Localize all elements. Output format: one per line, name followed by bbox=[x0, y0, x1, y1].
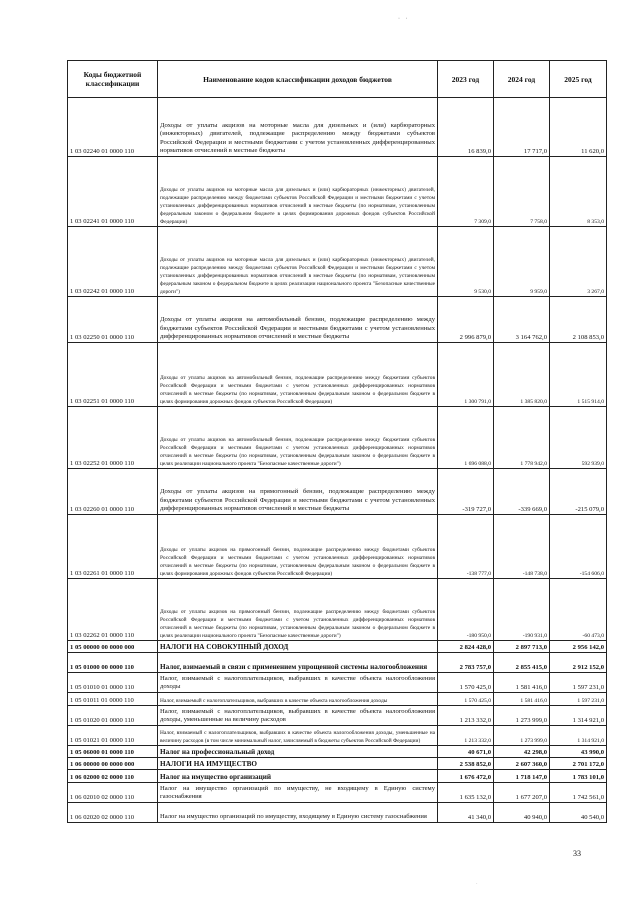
row-2025: 2 956 142,0 bbox=[550, 641, 607, 653]
row-2023: 2 783 757,0 bbox=[438, 653, 494, 673]
row-2023: 7 309,0 bbox=[438, 157, 494, 227]
row-2024: 1 718 147,0 bbox=[494, 770, 550, 783]
row-code: 1 05 00000 00 0000 000 bbox=[68, 641, 158, 653]
table-row bbox=[68, 706, 607, 726]
row-2025: 2 108 853,0 bbox=[550, 297, 607, 343]
row-2024: 1 581 416,0 bbox=[494, 693, 550, 706]
row-2025: -60 473,0 bbox=[550, 579, 607, 641]
row-2024: 1 677 207,0 bbox=[494, 783, 550, 803]
row-code: 1 03 02242 01 0000 110 bbox=[68, 227, 158, 297]
row-2024: -339 669,0 bbox=[494, 469, 550, 515]
row-2025: 43 990,0 bbox=[550, 746, 607, 758]
row-2025: 2 701 172,0 bbox=[550, 758, 607, 770]
row-2023: 1 213 332,0 bbox=[438, 706, 494, 726]
row-name: Налог на имущество организаций bbox=[158, 770, 438, 783]
row-code: 1 03 02252 01 0000 110 bbox=[68, 407, 158, 469]
row-code: 1 06 02020 02 0000 110 bbox=[68, 803, 158, 823]
row-2024: 2 897 713,0 bbox=[494, 641, 550, 653]
table-row bbox=[68, 98, 607, 157]
table-row bbox=[68, 515, 607, 579]
row-name: Доходы от уплаты акцизов на автомобильный бензин, подлежащие распределению между бюджетами субъектов Российской Федерации и местными бюджетами с учетом установленных дифференцированных нормативов отчислений в местные бюджеты (по нормативам, установленным федеральным законом о федеральном бюджете в целях формирования дорожных фондов субъектов Российской Федерации) bbox=[158, 343, 438, 407]
row-code: 1 06 00000 00 0000 000 bbox=[68, 758, 158, 770]
header-2023: 2023 год bbox=[438, 61, 494, 98]
row-code: 1 03 02262 01 0000 110 bbox=[68, 579, 158, 641]
row-2023: -138 777,0 bbox=[438, 515, 494, 579]
row-code: 1 05 01020 01 0000 110 bbox=[68, 706, 158, 726]
row-2023: 1 696 088,0 bbox=[438, 407, 494, 469]
row-2023: -180 950,0 bbox=[438, 579, 494, 641]
header-2024: 2024 год bbox=[494, 61, 550, 98]
row-2024: 3 164 762,0 bbox=[494, 297, 550, 343]
row-name: Доходы от уплаты акцизов на автомобильный бензин, подлежащие распределению между бюджетами субъектов Российской Федерации и местными бюджетами с учетом установленных дифференцированных нормативов отчислений в местные бюджеты bbox=[158, 297, 438, 343]
row-2024: 1 778 942,0 bbox=[494, 407, 550, 469]
row-2025: 2 912 152,0 bbox=[550, 653, 607, 673]
row-2024: 9 959,0 bbox=[494, 227, 550, 297]
row-2025: -215 079,0 bbox=[550, 469, 607, 515]
table-header-row bbox=[68, 61, 607, 98]
row-2023: 2 824 428,0 bbox=[438, 641, 494, 653]
row-2024: 1 581 416,0 bbox=[494, 673, 550, 693]
table-row bbox=[68, 673, 607, 693]
row-2023: 1 300 791,0 bbox=[438, 343, 494, 407]
page-number: 33 bbox=[573, 849, 581, 858]
row-2023: 9 530,0 bbox=[438, 227, 494, 297]
row-name: Налог, взимаемый в связи с применением упрощенной системы налогообложения bbox=[158, 653, 438, 673]
table-row bbox=[68, 653, 607, 673]
row-code: 1 03 02261 01 0000 110 bbox=[68, 515, 158, 579]
header-2025: 2025 год bbox=[550, 61, 607, 98]
row-name: Доходы от уплаты акцизов на прямогонный бензин, подлежащие распределению между бюджетами субъектов Российской Федерации и местными бюджетами с учетом установленных дифференцированных нормативов отчислений в местные бюджеты (по нормативам, установленным федеральным законом о федеральном бюджете в целях формирования дорожных фондов субъектов Российской Федерации) bbox=[158, 515, 438, 579]
row-2023: 1 570 425,0 bbox=[438, 673, 494, 693]
row-2024: -190 931,0 bbox=[494, 579, 550, 641]
row-name: НАЛОГИ НА ИМУЩЕСТВО bbox=[158, 758, 438, 770]
row-2024: 17 717,0 bbox=[494, 98, 550, 157]
row-2023: 16 839,0 bbox=[438, 98, 494, 157]
row-name: Доходы от уплаты акцизов на прямогонный бензин, подлежащие распределению между бюджетами субъектов Российской Федерации и местными бюджетами с учетом установленных дифференцированных нормативов отчислений в местные бюджеты bbox=[158, 469, 438, 515]
table-row bbox=[68, 157, 607, 227]
scan-mark-bottom: · bbox=[476, 882, 478, 887]
row-2024: 1 385 820,0 bbox=[494, 343, 550, 407]
row-2025: 1 314 921,0 bbox=[550, 706, 607, 726]
table-row bbox=[68, 469, 607, 515]
row-code: 1 03 02241 01 0000 110 bbox=[68, 157, 158, 227]
row-2023: 2 996 879,0 bbox=[438, 297, 494, 343]
table-row bbox=[68, 803, 607, 823]
table-row bbox=[68, 579, 607, 641]
row-2023: 1 635 132,0 bbox=[438, 783, 494, 803]
row-2025: 1 515 914,0 bbox=[550, 343, 607, 407]
row-2024: 2 855 415,0 bbox=[494, 653, 550, 673]
row-name: Налог на профессиональный доход bbox=[158, 746, 438, 758]
row-name: Доходы от уплаты акцизов на моторные масла для дизельных и (или) карбюраторных (инжекторных) двигателей, подлежащие распределению между бюджетами субъектов Российской Федерации и местными бюджетами с учетом установленных дифференцированных нормативов отчислений в местные бюджеты (по нормативам, установленным федеральным законом о федеральном бюджете в целях реализации национального проекта "Безопасные качественные дороги") bbox=[158, 227, 438, 297]
row-code: 1 03 02240 01 0000 110 bbox=[68, 98, 158, 157]
row-code: 1 06 02000 02 0000 110 bbox=[68, 770, 158, 783]
row-code: 1 05 01000 00 0000 110 bbox=[68, 653, 158, 673]
header-code: Коды бюджетной классификации bbox=[68, 61, 158, 98]
row-2023: 1 213 332,0 bbox=[438, 726, 494, 746]
row-code: 1 05 06000 01 0000 110 bbox=[68, 746, 158, 758]
row-name: Налог, взимаемый с налогоплательщиков, выбравших в качестве объекта налогообложения доходы, уменьшенные на величину расходов bbox=[158, 706, 438, 726]
table-row bbox=[68, 343, 607, 407]
row-2024: 1 273 999,0 bbox=[494, 726, 550, 746]
row-code: 1 03 02250 01 0000 110 bbox=[68, 297, 158, 343]
row-2025: 1 742 561,0 bbox=[550, 783, 607, 803]
row-2023: -319 727,0 bbox=[438, 469, 494, 515]
row-2023: 1 570 425,0 bbox=[438, 693, 494, 706]
row-2025: 1 597 231,0 bbox=[550, 673, 607, 693]
table-row bbox=[68, 770, 607, 783]
row-name: НАЛОГИ НА СОВОКУПНЫЙ ДОХОД bbox=[158, 641, 438, 653]
row-2024: 40 940,0 bbox=[494, 803, 550, 823]
row-2023: 40 671,0 bbox=[438, 746, 494, 758]
table-row bbox=[68, 227, 607, 297]
row-2025: 592 939,0 bbox=[550, 407, 607, 469]
row-name: Доходы от уплаты акцизов на моторные масла для дизельных и (или) карбюраторных (инжекторных) двигателей, подлежащие распределению между бюджетами субъектов Российской Федерации и местными бюджетами с учетом установленных дифференцированных нормативов отчислений в местные бюджеты (по нормативам, установленным федеральным законом о федеральном бюджете в целях формирования дорожных фондов субъектов Российской Федерации) bbox=[158, 157, 438, 227]
row-2025: -154 606,0 bbox=[550, 515, 607, 579]
row-2023: 1 676 472,0 bbox=[438, 770, 494, 783]
table-row bbox=[68, 297, 607, 343]
row-code: 1 05 01011 01 0000 110 bbox=[68, 693, 158, 706]
row-2024: 42 298,0 bbox=[494, 746, 550, 758]
row-name: Доходы от уплаты акцизов на автомобильный бензин, подлежащие распределению между бюджетами субъектов Российской Федерации и местными бюджетами с учетом установленных дифференцированных нормативов отчислений в местные бюджеты (по нормативам, установленным федеральным законом о федеральном бюджете в целях реализации национального проекта "Безопасные качественные дороги") bbox=[158, 407, 438, 469]
table-row bbox=[68, 693, 607, 706]
row-2025: 3 267,0 bbox=[550, 227, 607, 297]
table-row bbox=[68, 783, 607, 803]
row-code: 1 03 02251 01 0000 110 bbox=[68, 343, 158, 407]
row-2025: 40 540,0 bbox=[550, 803, 607, 823]
table-row bbox=[68, 407, 607, 469]
row-2025: 11 620,0 bbox=[550, 98, 607, 157]
row-2024: 1 273 999,0 bbox=[494, 706, 550, 726]
row-name: Налог на имущество организаций по имуществу, не входящему в Единую систему газоснабжения bbox=[158, 783, 438, 803]
row-name: Доходы от уплаты акцизов на прямогонный бензин, подлежащие распределению между бюджетами субъектов Российской Федерации и местными бюджетами с учетом установленных дифференцированных нормативов отчислений в местные бюджеты (по нормативам, установленным федеральным законом о федеральном бюджете в целях реализации национального проекта "Безопасные качественные дороги") bbox=[158, 579, 438, 641]
header-name: Наименование кодов классификации доходов бюджетов bbox=[158, 61, 438, 98]
row-name: Налог, взимаемый с налогоплательщиков, выбравших в качестве объекта налогообложения доходы, уменьшенные на величину расходов (в том числе минимальный налог, зачисляемый в бюджеты субъектов Российской Федерации) bbox=[158, 726, 438, 746]
row-2025: 1 783 101,0 bbox=[550, 770, 607, 783]
row-name: Налог, взимаемый с налогоплательщиков, выбравших в качестве объекта налогообложения доходы bbox=[158, 693, 438, 706]
row-code: 1 05 01010 01 0000 110 bbox=[68, 673, 158, 693]
row-2023: 2 538 852,0 bbox=[438, 758, 494, 770]
table-row bbox=[68, 746, 607, 758]
row-2023: 41 340,0 bbox=[438, 803, 494, 823]
row-code: 1 06 02010 02 0000 110 bbox=[68, 783, 158, 803]
table-row bbox=[68, 726, 607, 746]
row-code: 1 05 01021 01 0000 110 bbox=[68, 726, 158, 746]
row-2025: 1 314 921,0 bbox=[550, 726, 607, 746]
row-2024: 7 758,0 bbox=[494, 157, 550, 227]
revenue-table bbox=[67, 60, 607, 823]
row-code: 1 03 02260 01 0000 110 bbox=[68, 469, 158, 515]
row-2025: 1 597 231,0 bbox=[550, 693, 607, 706]
row-name: Доходы от уплаты акцизов на моторные масла для дизельных и (или) карбюраторных (инжекторных) двигателей, подлежащие распределению между бюджетами субъектов Российской Федерации и местными бюджетами с учетом установленных дифференцированных нормативов отчислений в местные бюджеты bbox=[158, 98, 438, 157]
row-2024: 2 607 360,0 bbox=[494, 758, 550, 770]
table-row bbox=[68, 758, 607, 770]
scan-mark: · · bbox=[398, 16, 410, 22]
row-name: Налог, взимаемый с налогоплательщиков, выбравших в качестве объекта налогообложения доходы bbox=[158, 673, 438, 693]
row-2025: 8 353,0 bbox=[550, 157, 607, 227]
row-name: Налог на имущество организаций по имуществу, входящему в Единую систему газоснабжения bbox=[158, 803, 438, 823]
row-2024: -148 738,0 bbox=[494, 515, 550, 579]
table-row bbox=[68, 641, 607, 653]
